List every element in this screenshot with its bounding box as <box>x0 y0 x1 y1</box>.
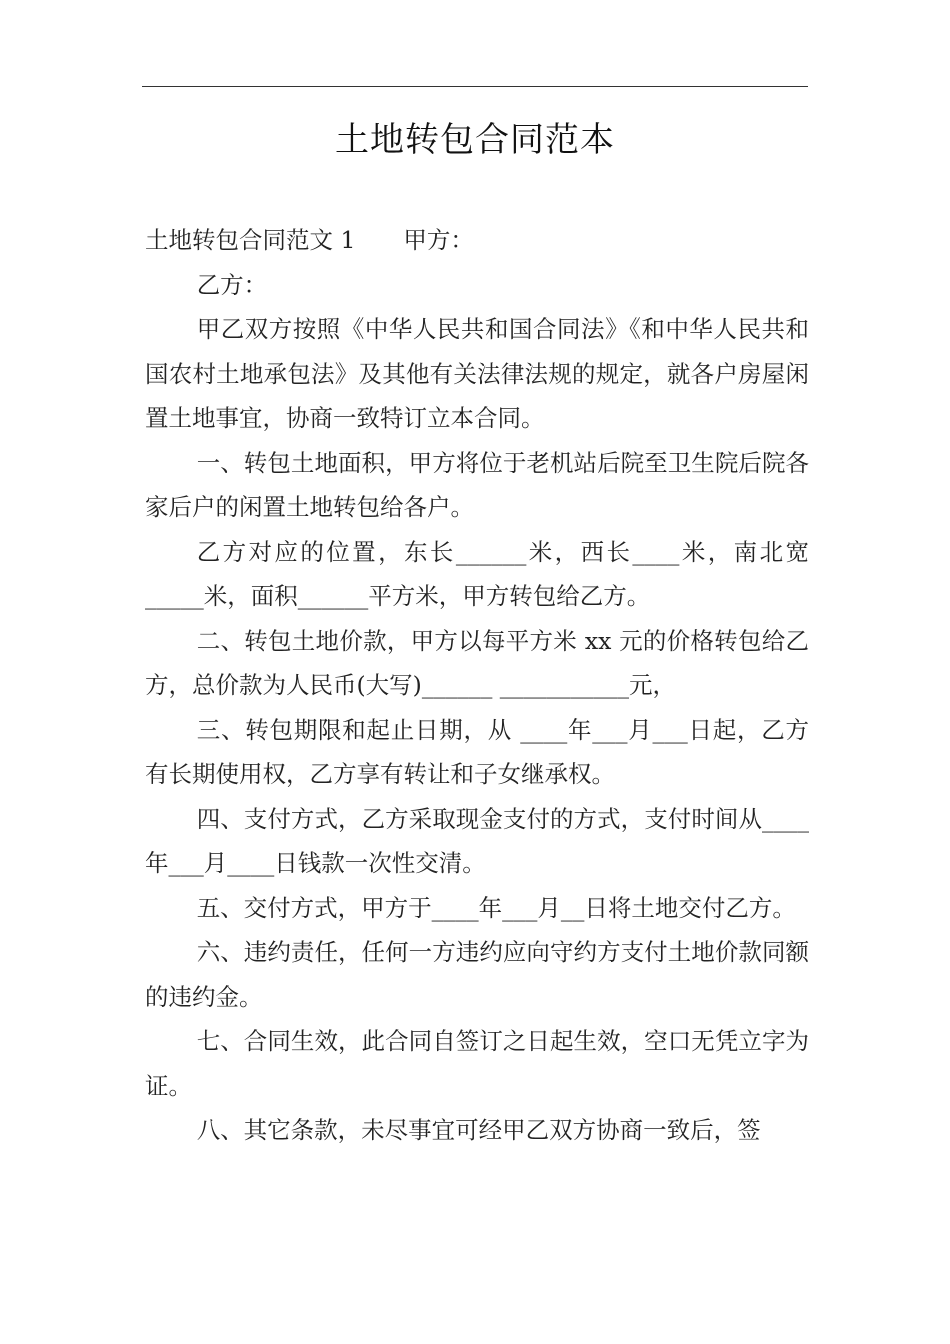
paragraph-clause-5: 五、交付方式，甲方于____年___月__日将土地交付乙方。 <box>196 893 796 922</box>
contract-label: 土地转包合同范文 1 <box>145 226 356 254</box>
paragraph-clause-8: 八、其它条款，未尽事宜可经甲乙双方协商一致后，签 <box>196 1116 761 1144</box>
header-rule <box>142 86 808 87</box>
paragraph-clause-4: 四、支付方式，乙方采取现金支付的方式，支付时间从____年___月____日钱款一次性交清。 <box>145 804 809 877</box>
paragraph-clause-2: 二、转包土地价款，甲方以每平方米 xx 元的价格转包给乙方，总价款为人民币(大写)______ ___________元， <box>145 626 809 699</box>
heading-line <box>145 218 809 263</box>
document-title: 土地转包合同范本 <box>335 120 615 160</box>
party-b-label: 乙方： <box>196 270 268 299</box>
paragraph-clause-7: 七、合同生效，此合同自签订之日起生效，空口无凭立字为证。 <box>145 1027 809 1100</box>
paragraph-clause-6: 六、违约责任，任何一方违约应向守约方支付土地价款同额的违约金。 <box>145 938 809 1011</box>
paragraph-clause-3: 三、转包期限和起止日期，从 ____年___月___日起，乙方有长期使用权，乙方享有转让和子女继承权。 <box>145 715 809 788</box>
paragraph-intro: 甲乙双方按照《中华人民共和国合同法》《和中华人民共和国农村土地承包法》及其他有关法律法规的规定，就各户房屋闲置土地事宜，协商一致特订立本合同。 <box>145 315 809 432</box>
document-body <box>145 218 809 1153</box>
paragraph-clause-1: 一、转包土地面积，甲方将位于老机站后院至卫生院后院各家后户的闲置土地转包给各户。 <box>145 448 809 521</box>
party-a-label: 甲方： <box>403 226 474 254</box>
paragraph-position: 乙方对应的位置，东长______米，西长____米，南北宽_____米，面积______平方米，甲方转包给乙方。 <box>145 537 809 610</box>
